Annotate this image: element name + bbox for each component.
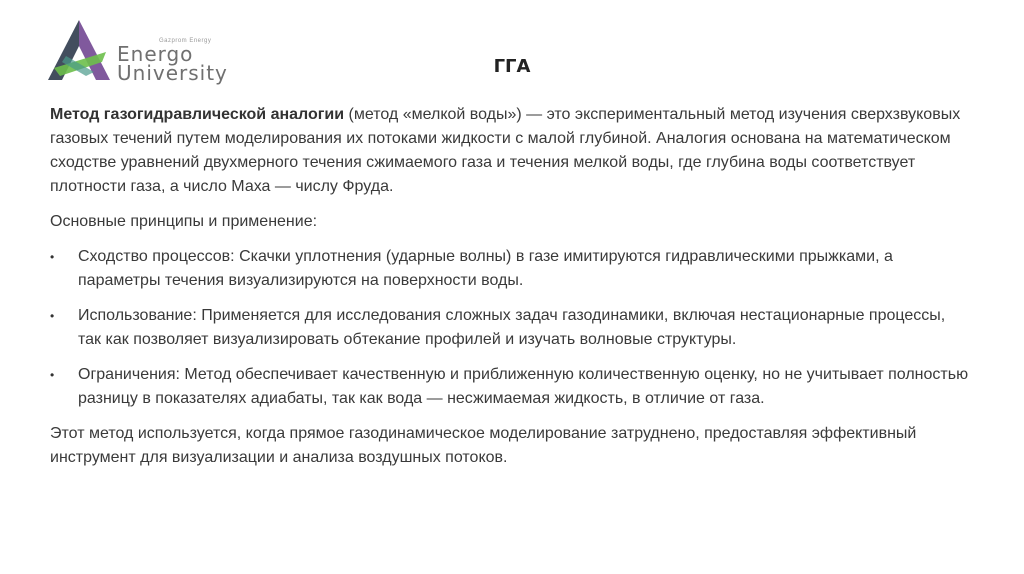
logo-tagline: Gazprom Energy bbox=[159, 38, 212, 44]
logo-word-university: University bbox=[117, 61, 228, 85]
logo-word-energo: Energo bbox=[117, 42, 194, 66]
list-item: • Использование: Применяется для исследования сложных задач газодинамики, включая нестационарные процессы, так как позволяет визуализировать обтекание профилей и изучать волновые структуры. bbox=[50, 304, 970, 352]
list-item: • Сходство процессов: Скачки уплотнения (ударные волны) в газе имитируются гидравлическими прыжками, а параметры течения визуализируются на поверхности воды. bbox=[50, 245, 970, 293]
slide-title: ГГА bbox=[493, 56, 531, 77]
intro-term: Метод газогидравлической аналогии bbox=[50, 106, 345, 123]
conclusion-paragraph: Этот метод используется, когда прямое газодинамическое моделирование затруднено, предоставляя эффективный инструмент для визуализации и анализа воздушных потоков. bbox=[50, 425, 917, 466]
intro-text: (метод «мелкой воды») — это экспериментальный метод изучения сверхзвуковых газовых течений путем моделирования их потоками жидкости с малой глубиной. Аналогия основана на математическом сходстве уравнений двухмерного течения сжимаемого газа и течения мелкой воды, где глубина воды соответствует плотности газа, а число Маха — числу Фруда. bbox=[50, 106, 961, 195]
slide-content bbox=[50, 103, 970, 481]
intro-paragraph bbox=[50, 103, 970, 199]
list-item: • Ограничения: Метод обеспечивает качественную и приближенную количественную оценку, но не учитывает полностью разницу в показателях адиабаты, так как вода — несжимаемая жидкость, в отличие от газа. bbox=[50, 363, 970, 411]
principles-heading: Основные принципы и применение: bbox=[50, 213, 318, 230]
principles-list bbox=[50, 245, 970, 411]
